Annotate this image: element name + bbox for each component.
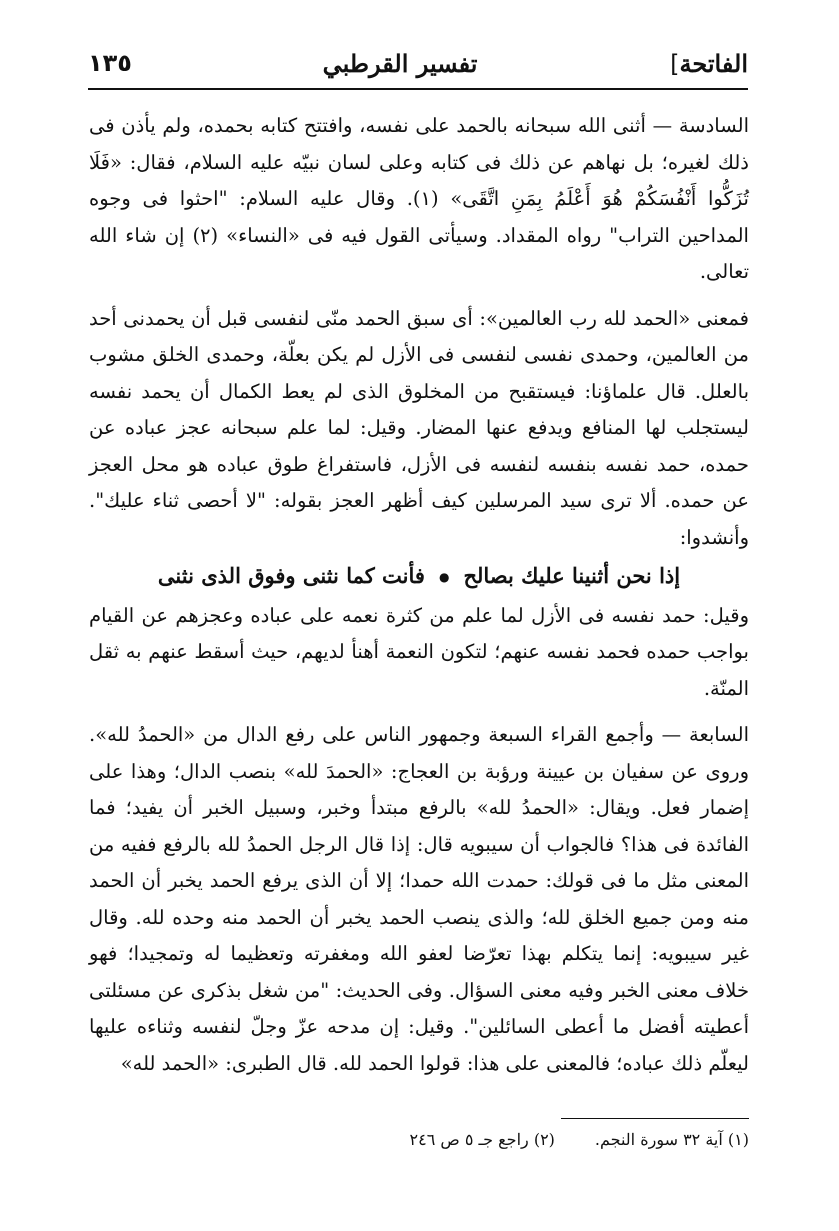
footnote-rule: [561, 1118, 749, 1119]
book-title: تفسير القرطبي: [322, 48, 478, 78]
verse-second-hemistich: فأنت كما نثنى وفوق الذى نثنى: [157, 563, 425, 588]
footnote-2: (٢) راجع جـ ٥ ص ٢٤٦: [409, 1130, 555, 1149]
verse-first-hemistich: إذا نحن أثنينا عليك بصالح: [463, 563, 681, 588]
verse-separator: ●: [438, 570, 450, 585]
surah-label: الفاتحة: [679, 48, 748, 78]
body-text: [89, 108, 749, 1082]
page-number: ١٣٥: [88, 49, 132, 77]
paragraph-after-verse: وقيل: حمد نفسه فى الأزل لما علم من كثرة نعمه على عباده وعجزهم عن القيام بواجب حمده فحمد نفسه عنهم؛ لتكون النعمة أهنأ لديهم، حيث أسقط عنهم به ثقل المنّة.: [89, 603, 749, 700]
paragraph-seventh: السابعة — وأجمع القراء السبعة وجمهور الناس على رفع الدال من «الحمدُ لله». وروى عن سفيان بن عيينة ورؤبة بن العجاج: «الحمدَ لله» بنصب الدال؛ وهذا على إضمار فعل. ويقال: «الحمدُ لله» بالرفع مبتدأ وخبر، وسبيل الخبر أن يفيد؛ فما الفائدة فى هذا؟ فالجواب أن سيبويه قال: إذا قال الرجل الحمدُ لله بالرفع ففيه من المعنى مثل ما فى قولك: حمدت الله حمدا؛ إلا أن الذى يرفع الحمد يخبر أن الحمد منه ومن جميع الخلق لله؛ والذى ينصب الحمد يخبر أن الحمد منه وحده لله. وقال غير سيبويه: إنما يتكلم بهذا تعرّضا لعفو الله ومغفرته وتعظيما له وتمجيدا؛ فهو خلاف معنى الخبر وفيه معنى السؤال. وفى الحديث: "من شغل بذكرى عن مسئلتى أعطيته أفضل ما أعطى السائلين". وقيل: إن مدحه عزّ وجلّ لنفسه وثناءه عليها ليعلّم ذلك عباده؛ فالمعنى على هذا: قولوا الحمد لله. قال الطبرى: «الحمد لله»: [89, 723, 749, 1075]
footnotes: [89, 1130, 749, 1149]
footnote-1: (١) آية ٣٢ سورة النجم.: [594, 1130, 749, 1149]
paragraph-sixth: السادسة — أثنى الله سبحانه بالحمد على نفسه، وافتتح كتابه بحمده، ولم يأذن فى ذلك لغيره؛ بل نهاهم عن ذلك فى كتابه وعلى لسان نبيّه عليه السلام، فقال: «فَلَا تُزَكُّوا أَنْفُسَكُمْ هُوَ أَعْلَمُ بِمَنِ اتَّقَى» (١). وقال عليه السلام: "احثوا فى وجوه المداحين التراب" رواه المقداد. وسيأتى القول فيه فى «النساء» (٢) إن شاء الله تعالى.: [89, 114, 749, 283]
page-header: [88, 38, 748, 90]
paragraph-meaning: فمعنى «الحمد لله رب العالمين»: أى سبق الحمد منّى لنفسى قبل أن يحمدنى أحد من العالمين، وحمدى نفسى لنفسى فى الأزل لم يكن بعلّة، وحمدى الخلق مشوب بالعلل. قال علماؤنا: فيستقبح من المخلوق الذى لم يعط الكمال أن يحمد نفسه ليستجلب لها المنافع ويدفع عنها المضار. وقيل: لما علم سبحانه عجز عباده عن حمده، حمد نفسه بنفسه لنفسه فى الأزل، فاستفراغ طوق عباده هو محل العجز عن حمده. ألا ترى سيد المرسلين كيف أظهر العجز بقوله: "لا أحصى ثناء عليك". وأنشدوا:: [89, 306, 749, 549]
header-bracket: ]: [670, 49, 680, 78]
surah-name: [668, 49, 748, 78]
poetry-verse: [89, 558, 749, 596]
